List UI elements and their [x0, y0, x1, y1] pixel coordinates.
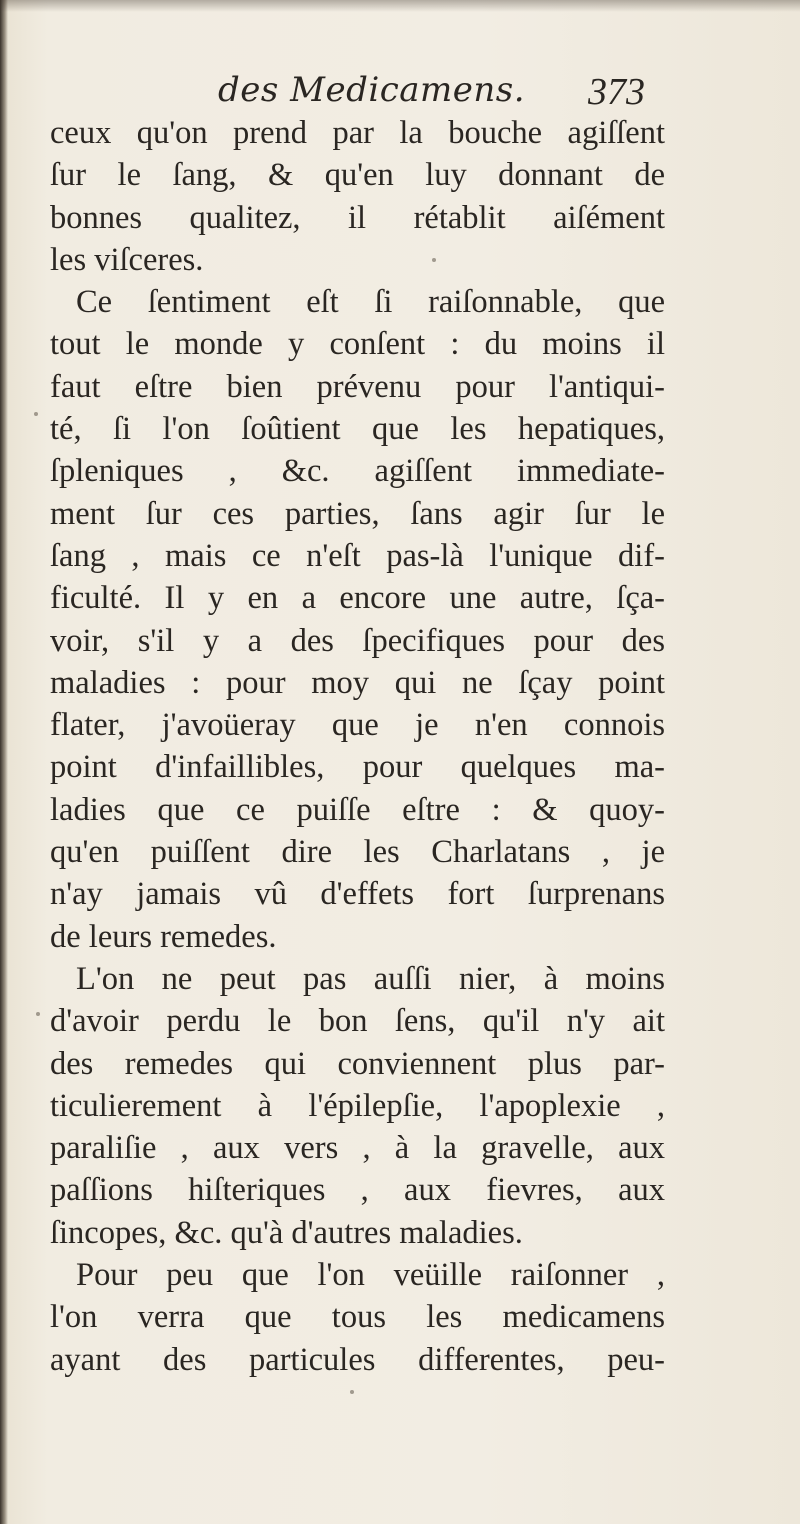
page-top-edge: [0, 0, 800, 12]
text-line: voir, s'il y a des ſpecifiques pour des: [50, 622, 665, 659]
text-line: des remedes qui conviennent plus par-: [50, 1045, 665, 1082]
paragraph-first-line: Ce ſentiment eſt ſi raiſonnable, que: [76, 284, 665, 321]
text-line: ſpleniques , &c. agiſſent immediate-: [50, 453, 665, 490]
paper-speck: [432, 258, 436, 262]
text-line: ladies que ce puiſſe eſtre : & quoy-: [50, 791, 665, 828]
text-line: té, ſi l'on ſoûtient que les hepatiques,: [50, 411, 665, 448]
page-number: 373: [588, 71, 645, 113]
text-line: paſſions hiſteriques , aux fievres, aux: [50, 1172, 665, 1209]
text-line: l'on verra que tous les medicamens: [50, 1299, 665, 1336]
paragraph-first-line: Pour peu que l'on veüille raiſonner ,: [76, 1257, 665, 1294]
text-line: ſincopes, &c. qu'à d'autres maladies.: [50, 1214, 523, 1251]
paragraph-first-line: L'on ne peut pas auſſi nier, à moins: [76, 960, 665, 997]
body-text: [50, 112, 665, 1381]
text-line: tout le monde y conſent : du moins il: [50, 326, 665, 363]
text-line: les viſceres.: [50, 241, 204, 278]
text-line: ment ſur ces parties, ſans agir ſur le: [50, 495, 665, 532]
text-line: ticulierement à l'épilepſie, l'apoplexie ,: [50, 1087, 665, 1124]
text-line: ficulté. Il y en a encore une autre, ſça-: [50, 580, 665, 617]
paper-speck: [36, 1012, 40, 1016]
text-line: point d'infaillibles, pour quelques ma-: [50, 749, 665, 786]
running-title: des Medicamens.: [218, 70, 526, 110]
text-line: paraliſie , aux vers , à la gravelle, aux: [50, 1130, 665, 1167]
text-line: ceux qu'on prend par la bouche agiſſent: [50, 115, 665, 151]
paper-speck: [34, 412, 38, 416]
text-line: bonnes qualitez, il rétablit aiſément: [50, 199, 665, 236]
page-gutter: [0, 0, 8, 1524]
text-line: maladies : pour moy qui ne ſçay point: [50, 664, 665, 701]
text-line: ayant des particules differentes, peu-: [50, 1341, 665, 1378]
text-line: de leurs remedes.: [50, 918, 277, 955]
paper-speck: [350, 1390, 354, 1394]
text-line: ſang , mais ce n'eſt pas-là l'unique dif-: [50, 537, 665, 574]
text-line: faut eſtre bien prévenu pour l'antiqui-: [50, 368, 665, 405]
text-line: d'avoir perdu le bon ſens, qu'il n'y ait: [50, 1003, 665, 1040]
text-line: flater, j'avoüeray que je n'en connois: [50, 707, 665, 744]
text-line: n'ay jamais vû d'effets fort ſurprenans: [50, 876, 665, 913]
text-line: qu'en puiſſent dire les Charlatans , je: [50, 834, 665, 871]
text-line: ſur le ſang, & qu'en luy donnant de: [50, 157, 665, 194]
